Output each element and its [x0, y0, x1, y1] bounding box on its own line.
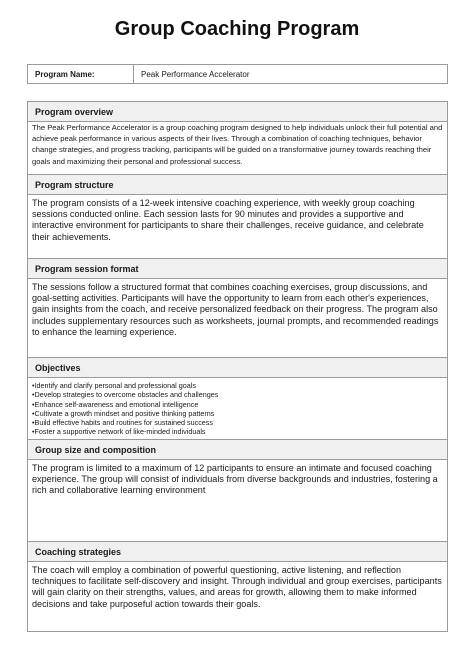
- objective-item: • Cultivate a growth mindset and positive thinking patterns: [32, 409, 443, 418]
- objective-item: • Enhance self-awareness and emotional intelligence: [32, 400, 443, 409]
- program-details-table: [27, 101, 448, 632]
- session-format-heading: Program session format: [28, 259, 448, 279]
- page-title: Group Coaching Program: [114, 18, 360, 40]
- objectives-list: [32, 381, 443, 437]
- objective-item: • Build effective habits and routines for sustained success: [32, 418, 443, 427]
- objective-item: • Develop strategies to overcome obstacles and challenges: [32, 390, 443, 399]
- overview-text: The Peak Performance Accelerator is a group coaching program designed to help individuals unlock their full potential and achieve peak performance in various aspects of their lives. Through a combination of coaching techniques, behavior change strategies, and progress tracking, participants will be guided on a transformative journey towards reaching their goals and maximizing their personal and professional success.: [28, 122, 448, 175]
- objectives-cell: [28, 378, 448, 440]
- program-name-table: [27, 64, 448, 84]
- objective-item: • Foster a supportive network of like-minded individuals: [32, 427, 443, 436]
- objectives-heading: Objectives: [28, 358, 448, 378]
- strategies-heading: Coaching strategies: [28, 542, 448, 562]
- objective-item: • Identify and clarify personal and professional goals: [32, 381, 443, 390]
- structure-heading: Program structure: [28, 175, 448, 195]
- structure-text: The program consists of a 12-week intensive coaching experience, with weekly group coaching sessions conducted online. Each session lasts for 90 minutes and provides a supportive and interactive environment for participants to share their challenges, receive guidance, and celebrate their achievements.: [28, 195, 448, 259]
- program-name-value: Peak Performance Accelerator: [134, 65, 448, 84]
- strategies-text: The coach will employ a combination of powerful questioning, active listening, and reflection techniques to facilitate self-discovery and insight. Through individual and group exercises, participants will gain clarity on their strengths, values, and areas for growth, allowing them to make informed decisions and take purposeful action towards their goals.: [28, 562, 448, 632]
- session-format-text: The sessions follow a structured format that combines coaching exercises, group discussions, and goal-setting activities. Participants will have the opportunity to learn from each other's experiences, gain insights from the coach, and receive personalized feedback on their progress. The program also includes supplementary resources such as worksheets, journal prompts, and recommended readings to enhance the learning experience.: [28, 279, 448, 358]
- overview-heading: Program overview: [28, 102, 448, 122]
- program-name-label: Program Name:: [28, 65, 134, 84]
- group-size-text: The program is limited to a maximum of 12 participants to ensure an intimate and focused coaching experience. The group will consist of individuals from diverse backgrounds and industries, fostering a rich and collaborative learning environment: [28, 460, 448, 542]
- group-size-heading: Group size and composition: [28, 440, 448, 460]
